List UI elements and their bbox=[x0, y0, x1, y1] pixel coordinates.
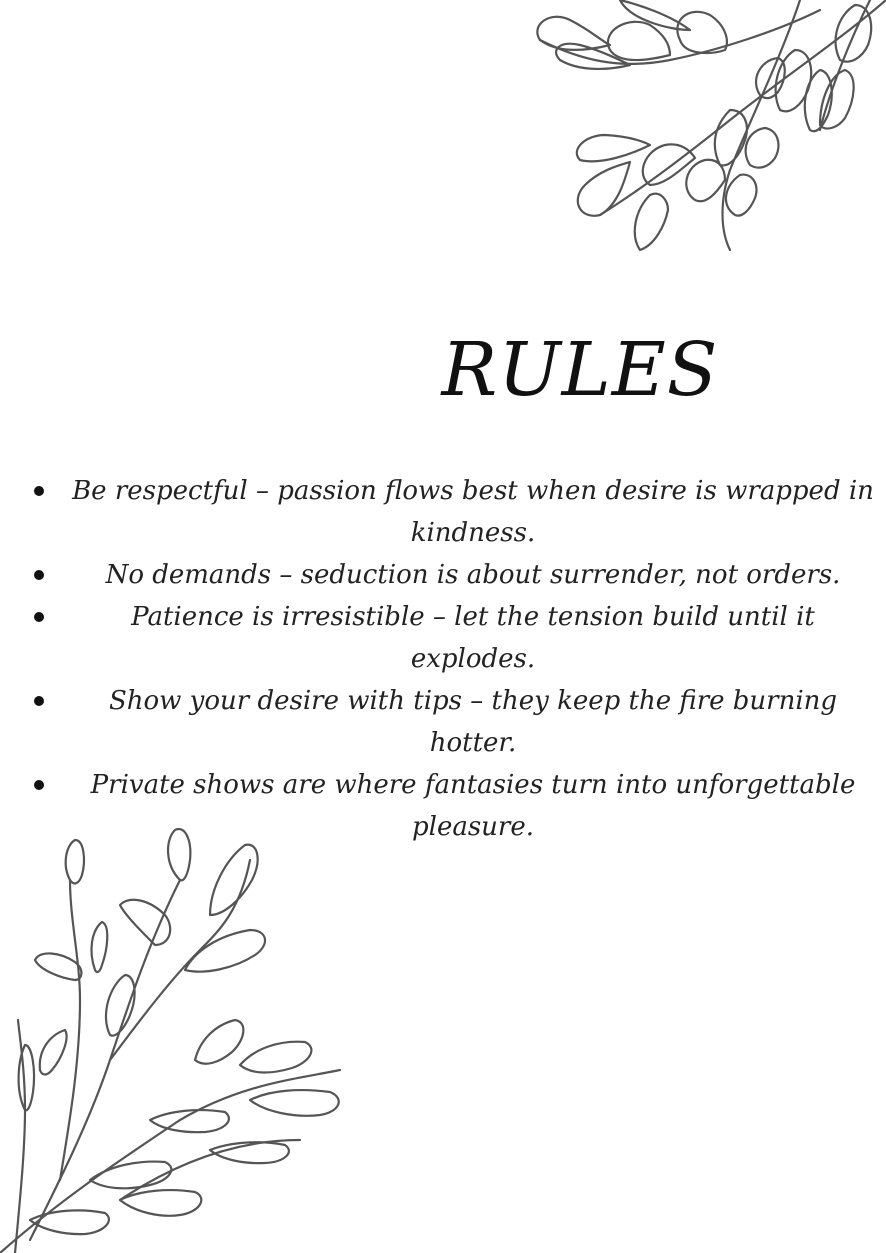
leaf-branch-top-icon bbox=[520, 0, 886, 260]
bullet-icon bbox=[34, 570, 44, 580]
rule-text: Private shows are where fantasies turn into unforgettable pleasure. bbox=[90, 770, 856, 842]
rule-item bbox=[30, 596, 876, 680]
rule-item bbox=[30, 470, 876, 554]
rule-text: Patience is irresistible – let the tension build until it explodes. bbox=[131, 602, 815, 674]
rule-text: Show your desire with tips – they keep the fire burning hotter. bbox=[108, 686, 838, 758]
rule-item bbox=[30, 680, 876, 764]
page-title: RULES bbox=[441, 327, 719, 413]
bullet-icon bbox=[34, 486, 44, 496]
rules-list bbox=[30, 470, 876, 848]
bullet-icon bbox=[34, 780, 44, 790]
bullet-icon bbox=[34, 696, 44, 706]
bullet-icon bbox=[34, 612, 44, 622]
rule-text: Be respectful – passion flows best when desire is wrapped in kindness. bbox=[72, 476, 874, 548]
leaf-branch-bottom-icon bbox=[0, 820, 360, 1253]
rule-item bbox=[30, 554, 876, 596]
rule-text: No demands – seduction is about surrender, not orders. bbox=[105, 560, 841, 590]
